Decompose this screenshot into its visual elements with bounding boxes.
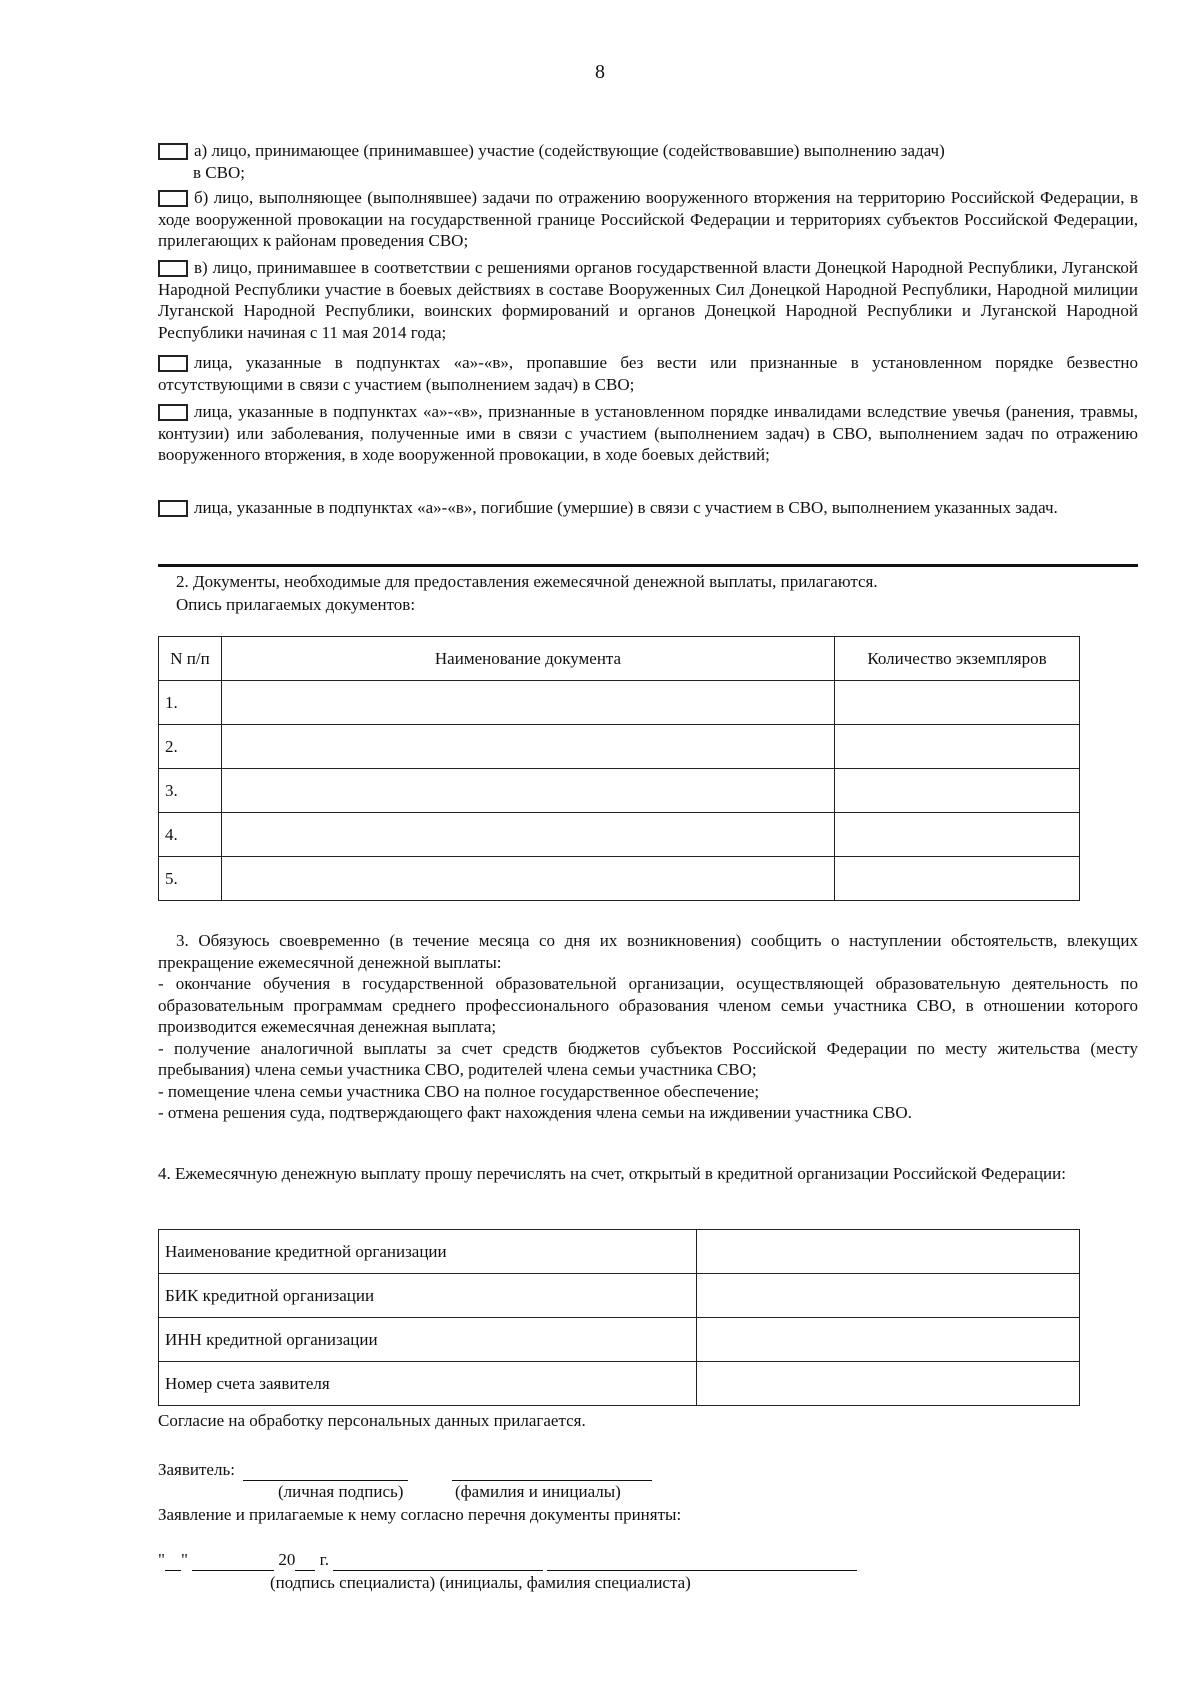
checkbox-item-label: лица, указанные в подпунктах «а»-«в», погибшие (умершие) в связи с участием в СВО, выполнением указанных задач. — [194, 498, 1058, 517]
section3-item: - отмена решения суда, подтверждающего факт нахождения члена семьи на иждивении участника СВО. — [158, 1103, 912, 1122]
col-number-header: N п/п — [159, 637, 222, 681]
table-row — [159, 725, 1080, 769]
account-number-value[interactable] — [697, 1362, 1080, 1406]
specialist-signature-line[interactable] — [333, 1552, 543, 1571]
table-row — [159, 1318, 1080, 1362]
checkbox[interactable] — [158, 260, 188, 277]
date-row — [158, 1549, 857, 1571]
checkbox-item-label: лица, указанные в подпунктах «а»-«в», пропавшие без вести или признанные в установленном порядке безвестно отсутствующими в связи с участием (выполнением задач) в СВО; — [158, 353, 1138, 394]
inn-value[interactable] — [697, 1318, 1080, 1362]
accepted-text: Заявление и прилагаемые к нему согласно перечня документы приняты: — [158, 1505, 682, 1524]
section4-intro: 4. Ежемесячную денежную выплату прошу перечислять на счет, открытый в кредитной организации Российской Федерации: — [158, 1164, 1066, 1183]
col-count-header: Количество экземпляров — [835, 637, 1080, 681]
document-count-cell[interactable] — [835, 857, 1080, 901]
year-suffix: г. — [319, 1550, 329, 1569]
checkbox-item-label: в) лицо, принимавшее в соответствии с решениями органов государственной власти Донецкой Народной Республики, Луганской Народной Республики участие в боевых действиях в составе Вооруженных Сил Донецкой Народной Республики, Народной милиции Луганской Народной Республики, воинских формирований и органов Донецкой Народной Республики и Луганской Народной Республики начиная с 11 мая 2014 года; — [158, 258, 1138, 342]
month-field[interactable] — [192, 1552, 274, 1571]
consent-text: Согласие на обработку персональных данных прилагается. — [158, 1411, 586, 1430]
table-row — [159, 1362, 1080, 1406]
quote-close: " — [180, 1550, 188, 1569]
documents-table — [158, 636, 1080, 901]
document-count-cell[interactable] — [835, 769, 1080, 813]
document-name-cell[interactable] — [222, 813, 835, 857]
table-row — [159, 1274, 1080, 1318]
row-number: 5. — [159, 857, 222, 901]
quote-open: " — [158, 1550, 165, 1569]
checkbox[interactable] — [158, 355, 188, 372]
specialist-name-line[interactable] — [547, 1552, 857, 1571]
col-name-header: Наименование документа — [222, 637, 835, 681]
checkbox-item-continuation: в СВО; — [193, 162, 245, 182]
bank-field-label: Наименование кредитной организации — [159, 1230, 697, 1274]
row-number: 3. — [159, 769, 222, 813]
section2-line1: 2. Документы, необходимые для предоставления ежемесячной денежной выплаты, прилагаются. — [176, 572, 878, 591]
checkbox-item-a — [158, 140, 1138, 183]
section3-item: - получение аналогичной выплаты за счет средств бюджетов субъектов Российской Федерации по месту жительства (месту пребывания) члена семьи участника СВО, родителей члена семьи участника СВО; — [158, 1038, 1138, 1079]
table-row — [159, 681, 1080, 725]
bank-field-label: БИК кредитной организации — [159, 1274, 697, 1318]
table-row — [159, 1230, 1080, 1274]
bank-name-value[interactable] — [697, 1230, 1080, 1274]
bank-details-table — [158, 1229, 1080, 1406]
document-name-cell[interactable] — [222, 725, 835, 769]
checkbox-item-b — [158, 187, 1138, 252]
applicant-row — [158, 1459, 652, 1481]
checkbox-item-missing — [158, 352, 1138, 395]
applicant-label: Заявитель: — [158, 1460, 235, 1479]
section-divider — [158, 564, 1138, 567]
document-name-cell[interactable] — [222, 681, 835, 725]
checkbox[interactable] — [158, 404, 188, 421]
section3 — [158, 930, 1138, 1124]
section2-line2: Опись прилагаемых документов: — [176, 595, 416, 614]
checkbox-item-v — [158, 257, 1138, 343]
row-number: 4. — [159, 813, 222, 857]
document-count-cell[interactable] — [835, 681, 1080, 725]
signature-caption: (личная подпись) — [278, 1482, 404, 1501]
section3-item: - помещение члена семьи участника СВО на полное государственное обеспечение; — [158, 1081, 760, 1101]
checkbox-item-label: лица, указанные в подпунктах «а»-«в», признанные в установленном порядке инвалидами вследствие увечья (ранения, травмы, контузии) или заболевания, полученные ими в связи с участием (выполнением задач) в СВО, выполнением задач по отражению вооруженного вторжения, в ходе вооруженной провокации, в ходе боевых действий; — [158, 402, 1138, 464]
checkbox-item-deceased — [158, 497, 1138, 519]
checkbox-item-label: б) лицо, выполняющее (выполнявшее) задачи по отражению вооруженного вторжения на территорию Российской Федерации, в ходе вооруженной провокации на государственной границе Российской Федерации и территориях субъектов Российской Федерации, прилегающих к районам проведения СВО; — [158, 188, 1138, 250]
row-number: 1. — [159, 681, 222, 725]
checkbox[interactable] — [158, 190, 188, 207]
table-row — [159, 857, 1080, 901]
name-caption: (фамилия и инициалы) — [455, 1482, 621, 1501]
bank-field-label: ИНН кредитной организации — [159, 1318, 697, 1362]
table-row — [159, 769, 1080, 813]
row-number: 2. — [159, 725, 222, 769]
table-header-row — [159, 637, 1080, 681]
year-prefix: 20 — [278, 1550, 296, 1569]
specialist-captions: (подпись специалиста) (инициалы, фамилия специалиста) — [270, 1573, 691, 1592]
document-count-cell[interactable] — [835, 813, 1080, 857]
document-count-cell[interactable] — [835, 725, 1080, 769]
section3-item: - окончание обучения в государственной образовательной организации, осуществляющей образовательную деятельность по образовательным программам среднего профессионального образования членом семьи участника СВО, в отношении которого производится ежемесячная денежная выплата; — [158, 974, 1138, 1036]
document-name-cell[interactable] — [222, 857, 835, 901]
year-field[interactable] — [295, 1552, 315, 1571]
section3-intro: 3. Обязуюсь своевременно (в течение месяца со дня их возникновения) сообщить о наступлении обстоятельств, влекущих прекращение ежемесячной денежной выплаты: — [158, 931, 1138, 972]
table-row — [159, 813, 1080, 857]
checkbox-item-disabled — [158, 401, 1138, 466]
name-line[interactable] — [452, 1462, 652, 1481]
day-field[interactable] — [165, 1552, 181, 1571]
bik-value[interactable] — [697, 1274, 1080, 1318]
page-number: 8 — [595, 61, 605, 83]
bank-field-label: Номер счета заявителя — [159, 1362, 697, 1406]
signature-line[interactable] — [243, 1462, 408, 1481]
document-name-cell[interactable] — [222, 769, 835, 813]
checkbox[interactable] — [158, 143, 188, 160]
checkbox[interactable] — [158, 500, 188, 517]
checkbox-item-label: а) лицо, принимающее (принимавшее) участие (содействующие (содействовавшие) выполнению задач) — [194, 141, 945, 160]
